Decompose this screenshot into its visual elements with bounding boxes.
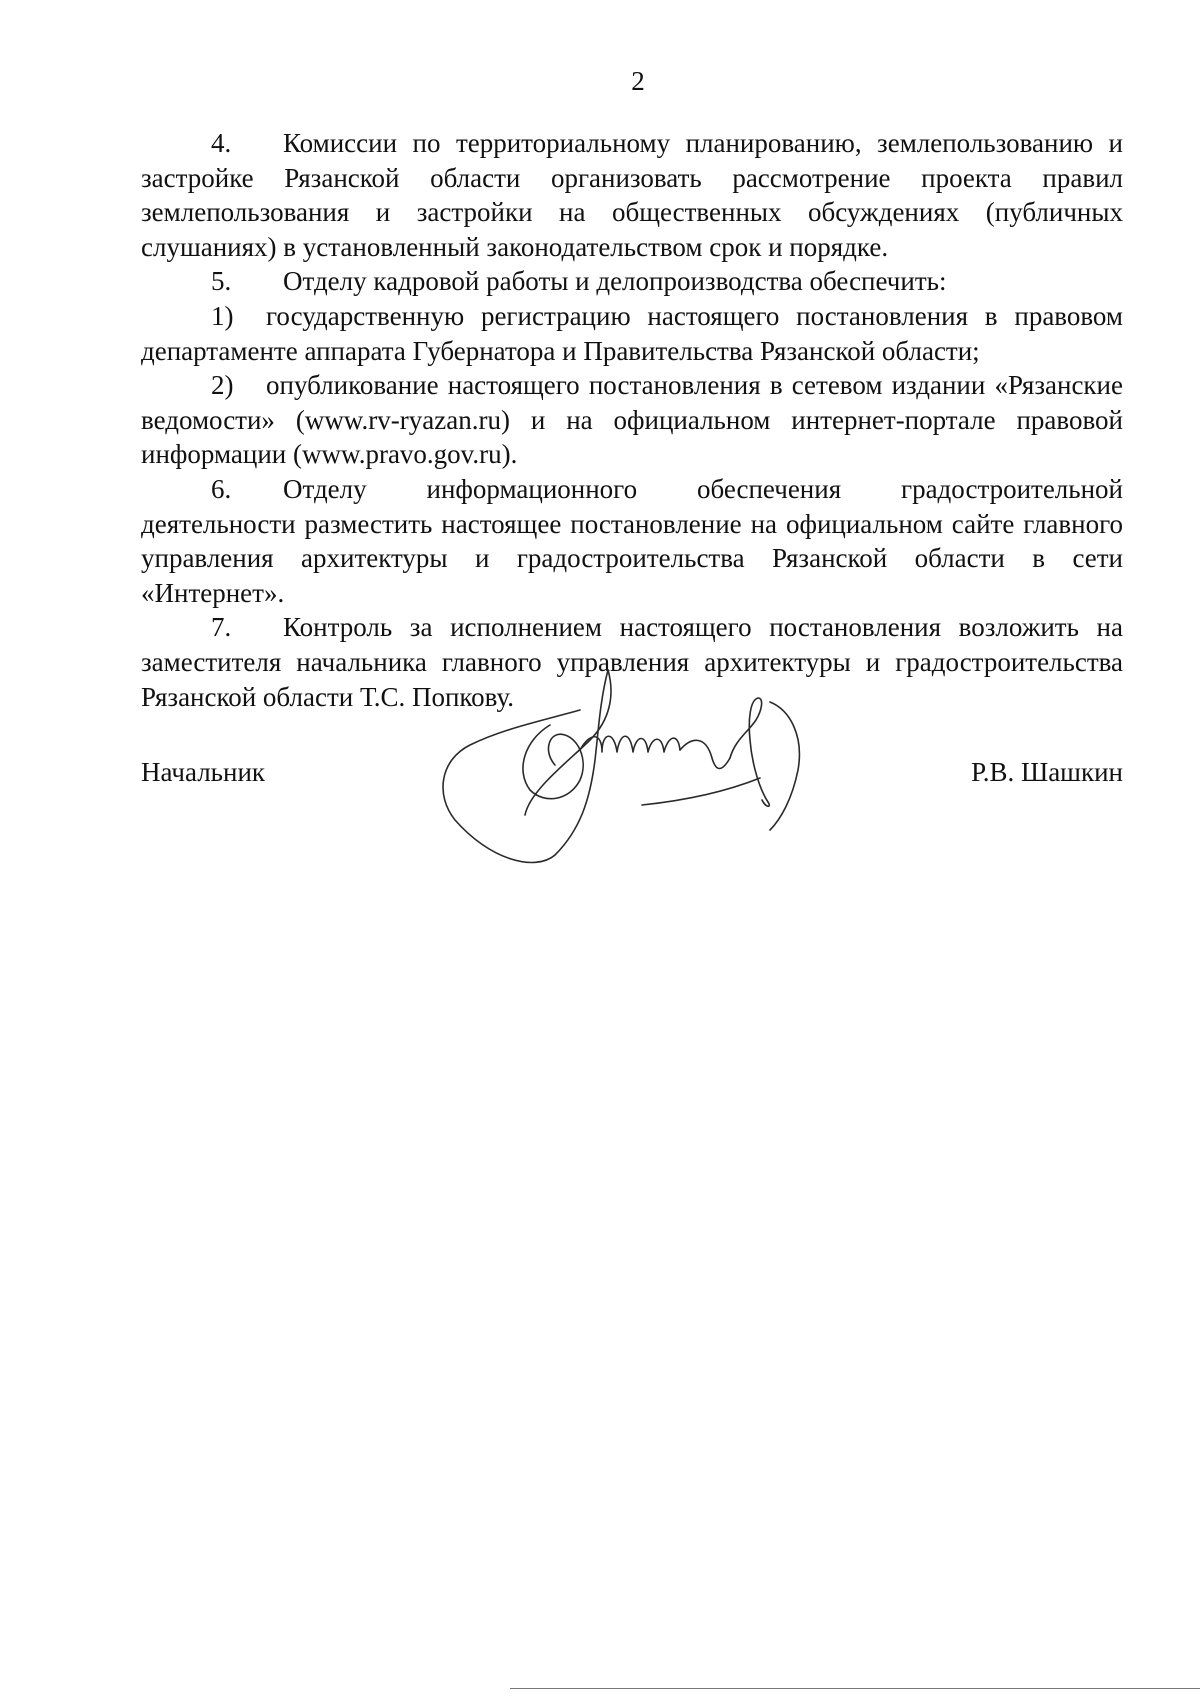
paragraph-number: 6. [211,473,232,504]
paragraph-number: 5. [211,266,232,297]
paragraph-text: Отделу кадровой работы и делопроизводства обеспечить: [283,266,947,297]
paragraph-5 [141,264,1123,299]
subparagraph-number: 1) [211,300,234,331]
subparagraph-number: 2) [211,370,234,401]
subparagraph-text: опубликование настоящего постановления в сетевом издании «Рязанские ведомости» (www.rv-ryazan.ru) и на официальном интернет-портале правовой информации (www.pravo.gov.ru). [141,370,1123,470]
paragraph-4 [141,126,1123,264]
signatory-position: Начальник [141,757,266,787]
paragraph-number: 7. [211,612,232,643]
page-number: 2 [631,66,645,96]
paragraph-6 [141,472,1123,610]
signatory-name: Р.В. Шашкин [971,757,1123,787]
paragraph-number: 4. [211,128,232,158]
bottom-divider [510,1688,1200,1689]
subparagraph-text: государственную регистрацию настоящего постановления в правовом департаменте аппарата Губернатора и Правительства Рязанской области; [141,300,1123,366]
subparagraph-1 [141,299,1123,368]
document-body [141,126,1123,714]
paragraph-text: Контроль за исполнением настоящего постановления возложить на заместителя начальника главного управления архитектуры и градостроительства Рязанской области Т.С. Попкову. [141,612,1123,712]
paragraph-text: Отделу информационного обеспечения градостроительной деятельности разместить настоящее постановление на официальном сайте главного управления архитектуры и градостроительства Рязанской области в сети «Интернет». [141,473,1123,608]
paragraph-text: Комиссии по территориальному планированию, землепользованию и застройке Рязанской области организовать рассмотрение проекта правил землепользования и застройки на общественных обсуждениях (публичных слушаниях) в установленный законодательством срок и порядке. [141,128,1123,262]
signature-block [141,757,1123,797]
subparagraph-2 [141,368,1123,472]
